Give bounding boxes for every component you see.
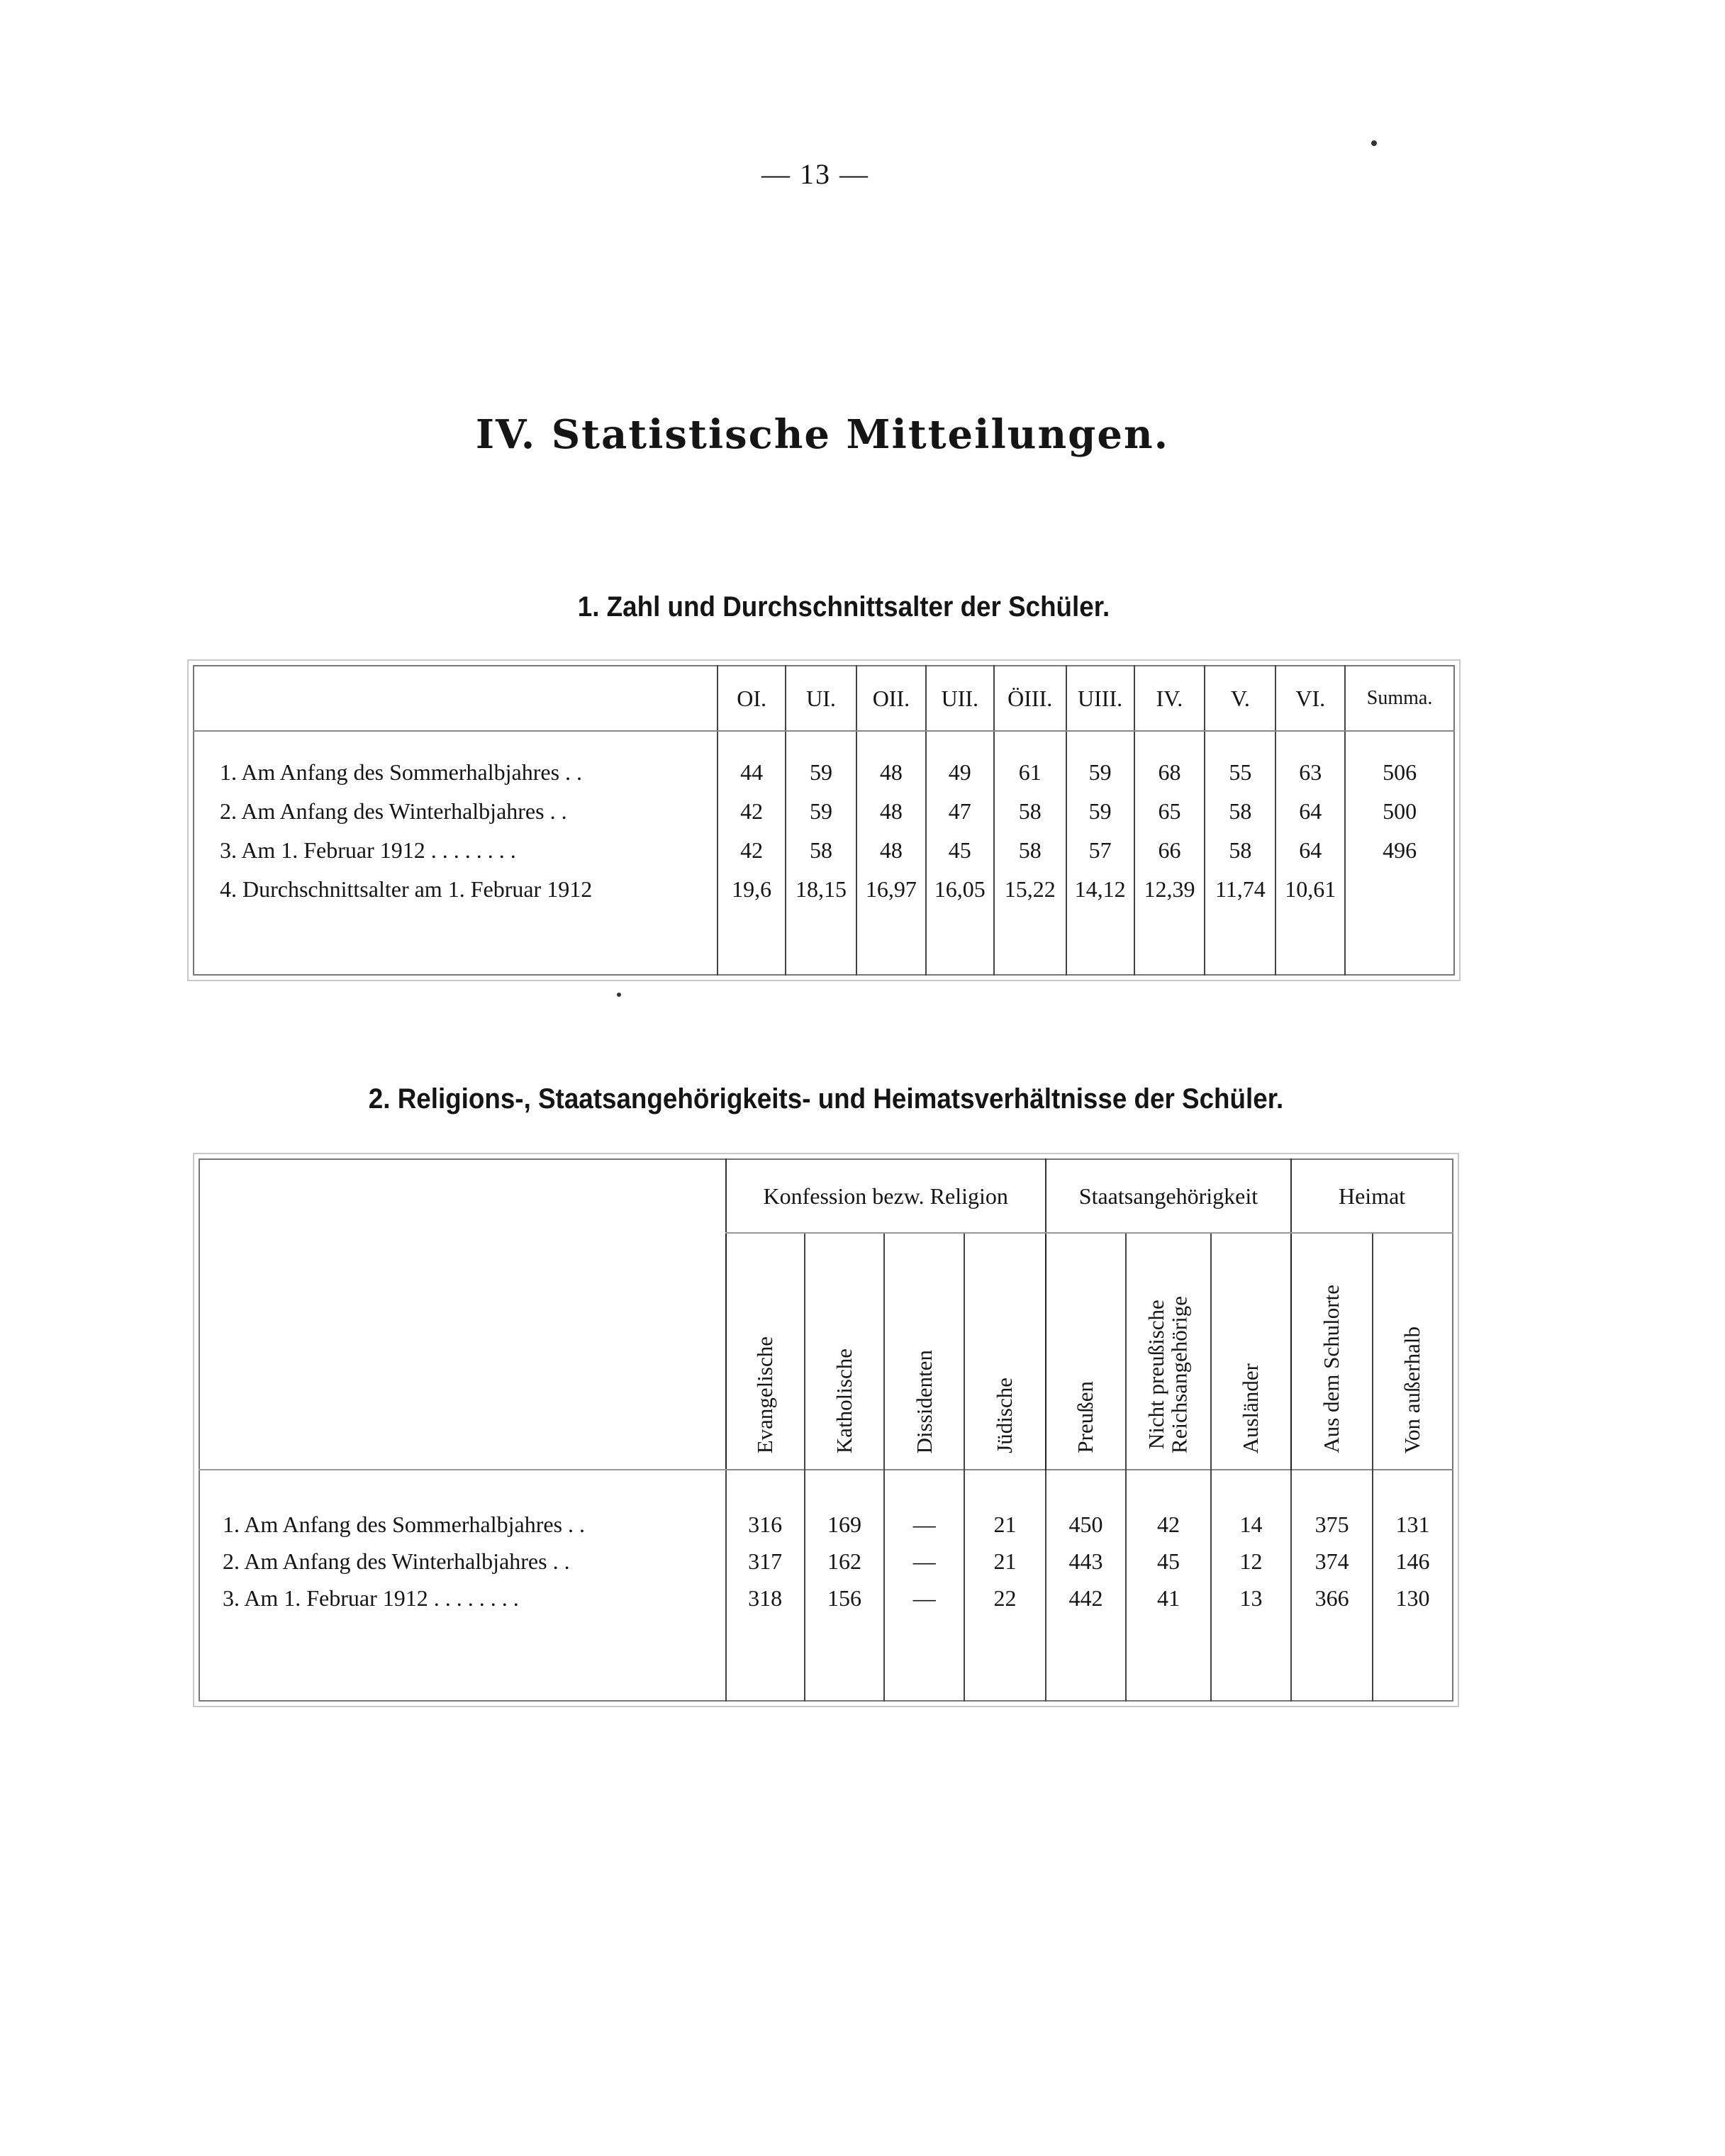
table-cell: 442: [1046, 1580, 1126, 1616]
table-cell: 57: [1066, 831, 1134, 870]
group-header-heimat: Heimat: [1291, 1159, 1453, 1233]
table-cell: 317: [726, 1543, 805, 1580]
empty-cell: [1291, 1616, 1373, 1701]
column-header: [1046, 1233, 1126, 1470]
header-blank: [199, 1159, 726, 1470]
table-cell: 58: [994, 831, 1066, 870]
column-header-text: Preußen: [1073, 1381, 1098, 1453]
row-label: 3. Am 1. Februar 1912 . . . . . . . .: [220, 837, 516, 863]
page-number: — 13 —: [761, 158, 869, 190]
column-header: [1211, 1233, 1291, 1470]
table-cell: 14: [1211, 1470, 1291, 1543]
table-cell: 58: [1205, 792, 1275, 831]
scan-speck: [1371, 140, 1377, 146]
column-header: [805, 1233, 885, 1470]
table-cell: 15,22: [994, 870, 1066, 909]
table-cell: 48: [856, 731, 926, 792]
row-label: 1. Am Anfang des Sommerhalbjahres . .: [199, 1470, 726, 1543]
table-row: [194, 731, 1454, 792]
table-row: [194, 831, 1454, 870]
empty-cell: [1046, 1616, 1126, 1701]
empty-cell: [884, 1616, 964, 1701]
empty-cell: [718, 909, 786, 975]
empty-cell: [1345, 909, 1454, 975]
column-header: OII.: [856, 666, 926, 731]
empty-cell: [805, 1616, 885, 1701]
column-header-text: Von außerhalb: [1400, 1326, 1425, 1453]
table-cell: 68: [1134, 731, 1205, 792]
column-header: UIII.: [1066, 666, 1134, 731]
table-cell: 12,39: [1134, 870, 1205, 909]
empty-cell: [786, 909, 856, 975]
table-cell: 146: [1373, 1543, 1453, 1580]
table-cell: 496: [1345, 831, 1454, 870]
table-cell: 55: [1205, 731, 1275, 792]
table-cell: 61: [994, 731, 1066, 792]
column-header-text: Ausländer: [1238, 1363, 1263, 1453]
table-cell: 10,61: [1275, 870, 1345, 909]
table-cell: 42: [1126, 1470, 1211, 1543]
table-cell: 45: [926, 831, 994, 870]
table-cell: 58: [1205, 831, 1275, 870]
table-cell: 131: [1373, 1470, 1453, 1543]
empty-cell: [726, 1616, 805, 1701]
group-header-staatsangehoerigkeit: Staatsangehörigkeit: [1046, 1159, 1291, 1233]
table-cell: 11,74: [1205, 870, 1275, 909]
table-cell: 21: [964, 1543, 1046, 1580]
column-header-text: Evangelische: [752, 1336, 777, 1453]
table-cell: 12: [1211, 1543, 1291, 1580]
column-header-text: Jüdische: [992, 1378, 1017, 1453]
column-header: UI.: [786, 666, 856, 731]
section-1-heading: 1. Zahl und Durchschnittsalter der Schüler.: [577, 591, 1110, 622]
table-cell: 450: [1046, 1470, 1126, 1543]
group-header-konfession: Konfession bezw. Religion: [726, 1159, 1046, 1233]
table-cell: 58: [994, 792, 1066, 831]
table-cell: 42: [718, 792, 786, 831]
column-header: UII.: [926, 666, 994, 731]
row-label: 3. Am 1. Februar 1912 . . . . . . . .: [223, 1585, 519, 1611]
table-cell: 65: [1134, 792, 1205, 831]
group-header-row: [199, 1159, 1453, 1233]
table-cell: 13: [1211, 1580, 1291, 1616]
empty-cell: [964, 1616, 1046, 1701]
page-title: IV. Statistische Mitteilungen.: [475, 411, 1170, 458]
table-cell: —: [884, 1470, 964, 1543]
table-cell: 58: [786, 831, 856, 870]
table-cell: 316: [726, 1470, 805, 1543]
row-label: 2. Am Anfang des Winterhalbjahres . .: [220, 798, 567, 824]
table-cell: 19,6: [718, 870, 786, 909]
column-header: IV.: [1134, 666, 1205, 731]
table-cell: 500: [1345, 792, 1454, 831]
row-label: 1. Am Anfang des Sommerhalbjahres . .: [220, 759, 583, 785]
table-cell: 44: [718, 731, 786, 792]
table-cell: 366: [1291, 1580, 1373, 1616]
table-padding-row: [199, 1616, 1453, 1701]
table-cell: 41: [1126, 1580, 1211, 1616]
table-cell: 375: [1291, 1470, 1373, 1543]
table-cell: 42: [718, 831, 786, 870]
header-blank: [194, 666, 718, 731]
table-cell: 16,05: [926, 870, 994, 909]
table-cell: 169: [805, 1470, 885, 1543]
empty-cell: [199, 1616, 726, 1701]
table-row: [194, 792, 1454, 831]
table-cell: 14,12: [1066, 870, 1134, 909]
empty-cell: [856, 909, 926, 975]
empty-cell: [1373, 1616, 1453, 1701]
column-header: VI.: [1275, 666, 1345, 731]
table-cell: 63: [1275, 731, 1345, 792]
table-row: [194, 870, 1454, 909]
column-header: Summa.: [1345, 666, 1454, 731]
column-header-text: Dissidenten: [911, 1349, 937, 1453]
table-cell: 45: [1126, 1543, 1211, 1580]
table-cell: 59: [1066, 731, 1134, 792]
table-cell: 18,15: [786, 870, 856, 909]
empty-cell: [1275, 909, 1345, 975]
column-header-text: Reichsangehörige: [1167, 1295, 1193, 1453]
column-header: [1291, 1233, 1373, 1470]
empty-cell: [194, 909, 718, 975]
empty-cell: [1211, 1616, 1291, 1701]
table-cell: 59: [1066, 792, 1134, 831]
column-header: ÖIII.: [994, 666, 1066, 731]
column-header: OI.: [718, 666, 786, 731]
table-cell: 318: [726, 1580, 805, 1616]
table-cell: 48: [856, 831, 926, 870]
column-header: V.: [1205, 666, 1275, 731]
empty-cell: [994, 909, 1066, 975]
table-cell: —: [884, 1543, 964, 1580]
pupil-count-table: [193, 665, 1455, 976]
table-cell: 162: [805, 1543, 885, 1580]
table-padding-row: [194, 909, 1454, 975]
table-row: [199, 1580, 1453, 1616]
column-header: [964, 1233, 1046, 1470]
column-header-text: Katholische: [831, 1348, 856, 1453]
row-label: 4. Durchschnittsalter am 1. Februar 1912: [220, 876, 593, 902]
table-cell: 16,97: [856, 870, 926, 909]
table-cell: [1345, 870, 1454, 909]
table-cell: 506: [1345, 731, 1454, 792]
empty-cell: [1126, 1616, 1211, 1701]
empty-cell: [1205, 909, 1275, 975]
table-cell: 47: [926, 792, 994, 831]
row-label: 2. Am Anfang des Winterhalbjahres . .: [223, 1548, 570, 1574]
table-row: [199, 1470, 1453, 1543]
column-header-text: Aus dem Schulorte: [1319, 1285, 1344, 1453]
table-cell: 130: [1373, 1580, 1453, 1616]
table-cell: 22: [964, 1580, 1046, 1616]
religion-citizenship-table: [199, 1158, 1453, 1702]
empty-cell: [1134, 909, 1205, 975]
column-header: [884, 1233, 964, 1470]
table-cell: 49: [926, 731, 994, 792]
table-cell: —: [884, 1580, 964, 1616]
table-cell: 64: [1275, 792, 1345, 831]
column-header: [726, 1233, 805, 1470]
table-cell: 59: [786, 792, 856, 831]
column-header: [1373, 1233, 1453, 1470]
table-cell: 48: [856, 792, 926, 831]
section-2-heading: 2. Religions-, Staatsangehörigkeits- und Heimatsverhältnisse der Schüler.: [368, 1083, 1284, 1115]
table-cell: 21: [964, 1470, 1046, 1543]
scan-speck: [617, 993, 621, 997]
empty-cell: [1066, 909, 1134, 975]
table-cell: 156: [805, 1580, 885, 1616]
table-cell: 59: [786, 731, 856, 792]
table-header-row: [194, 666, 1454, 731]
column-header-text: Nicht preußische: [1144, 1300, 1169, 1450]
table-cell: 64: [1275, 831, 1345, 870]
table-cell: 66: [1134, 831, 1205, 870]
empty-cell: [926, 909, 994, 975]
column-header: [1126, 1233, 1211, 1470]
table-row: [199, 1543, 1453, 1580]
table-cell: 374: [1291, 1543, 1373, 1580]
table-cell: 443: [1046, 1543, 1126, 1580]
